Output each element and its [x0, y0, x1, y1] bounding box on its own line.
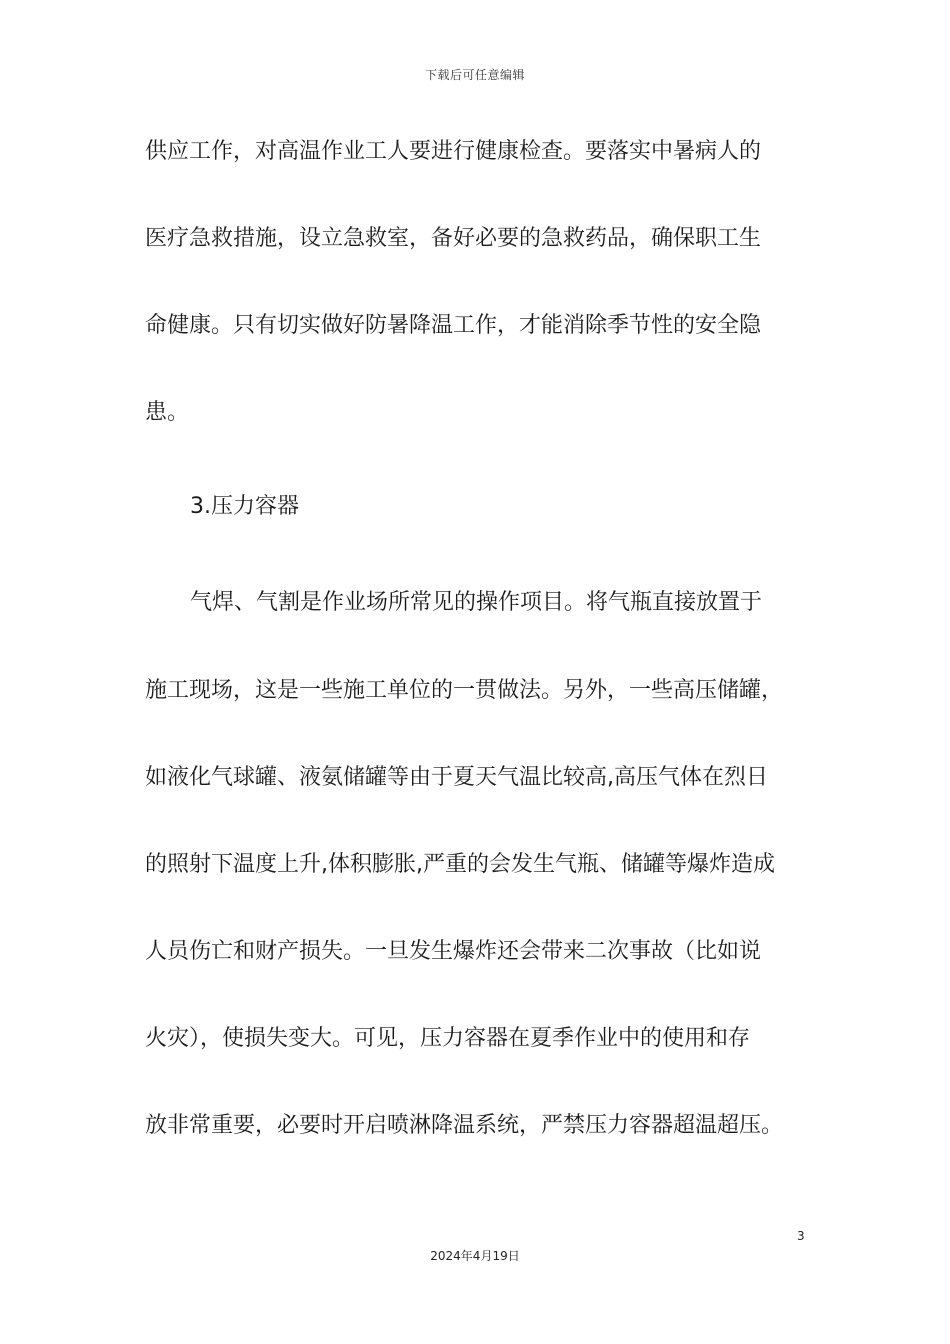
- paragraph-line: 人员伤亡和财产损失。一旦发生爆炸还会带来二次事故（比如说: [145, 939, 762, 964]
- section-heading: 3.压力容器: [190, 494, 299, 519]
- paragraph-line: 气焊、气割是作业场所常见的操作项目。将气瓶直接放置于: [190, 590, 763, 615]
- paragraph-line: 放非常重要，必要时开启喷淋降温系统，严禁压力容器超温超压。: [145, 1113, 784, 1138]
- paragraph-line: 火灾），使损失变大。可见，压力容器在夏季作业中的使用和存: [145, 1026, 751, 1051]
- page-header: 下载后可任意编辑: [424, 68, 525, 82]
- paragraph-line: 供应工作，对高温作业工人要进行健康检查。要落实中暑病人的: [145, 139, 762, 164]
- paragraph-line: 的照射下温度上升,体积膨胀,严重的会发生气瓶、储罐等爆炸造成: [145, 852, 775, 877]
- paragraph-line: 医疗急救措施，设立急救室，备好必要的急救药品，确保职工生: [145, 226, 762, 251]
- paragraph-line: 施工现场，这是一些施工单位的一贯做法。另外，一些高压储罐，: [145, 678, 784, 703]
- paragraph-line: 命健康。只有切实做好防暑降温工作，才能消除季节性的安全隐: [145, 313, 762, 338]
- paragraph-line: 患。: [145, 400, 190, 425]
- page-number: 3: [797, 1229, 805, 1243]
- paragraph-line: 如液化气球罐、液氨储罐等由于夏天气温比较高,高压气体在烈日: [145, 765, 768, 790]
- footer-date: 2024年4月19日: [430, 1249, 520, 1263]
